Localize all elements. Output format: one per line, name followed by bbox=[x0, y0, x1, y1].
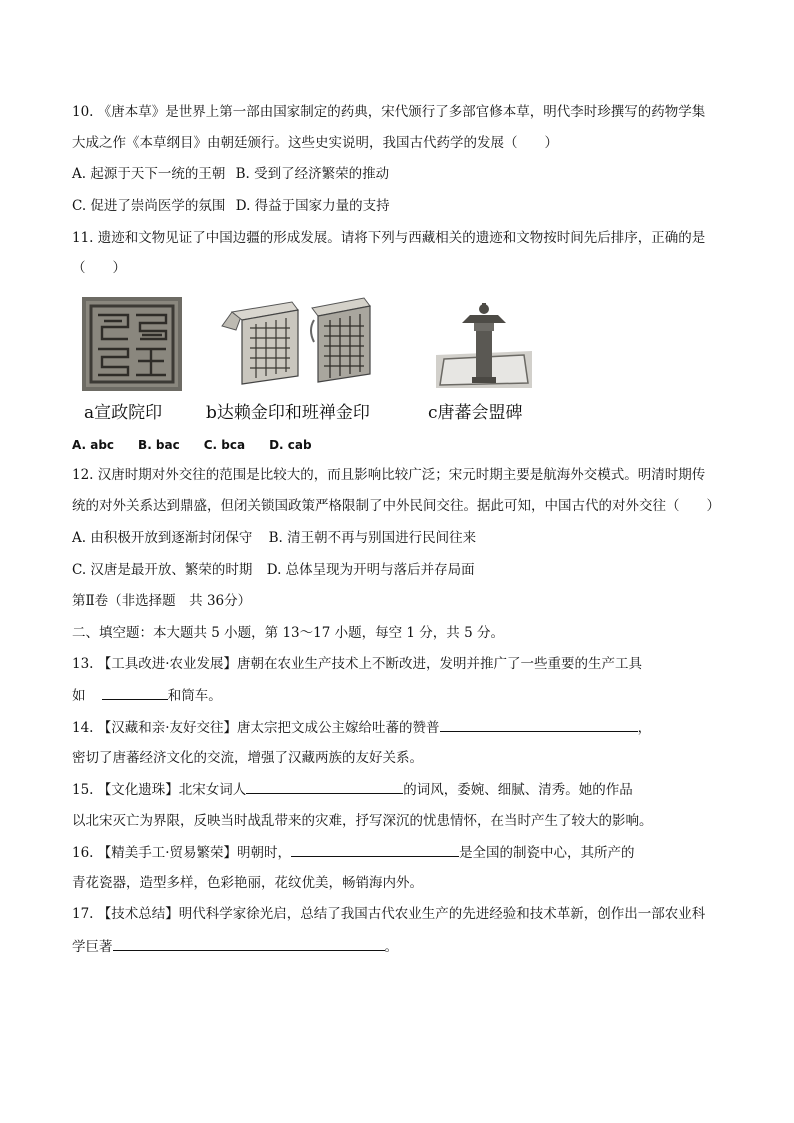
xuanzhengyuan-seal-image bbox=[82, 297, 182, 391]
q16-answer-blank[interactable] bbox=[291, 843, 459, 857]
dalai-panchen-gold-seals-image bbox=[214, 290, 372, 386]
q12-stem-line1: 12. 汉唐时期对外交往的范围是比较大的，而且影响比较广泛；宋元时期主要是航海外交模式。明清时期传 bbox=[72, 467, 706, 483]
q15-suffix: 的词风，委婉、细腻、清秀。她的作品 bbox=[403, 782, 633, 798]
q11-stem-line1: 11. 遗迹和文物见证了中国边疆的形成发展。请将下列与西藏相关的遗迹和文物按时间先后排序，正确的是 bbox=[72, 230, 706, 246]
q15-stem-line1 bbox=[72, 780, 732, 799]
q16-prefix: 16. 【精美手工·贸易繁荣】明朝时， bbox=[72, 845, 292, 861]
q17-prefix: 学巨著 bbox=[72, 939, 113, 955]
q15-stem-line2: 以北宋灭亡为界限，反映当时战乱带来的灾难，抒写深沉的忧患情怀，在当时产生了较大的影响。 bbox=[72, 813, 653, 829]
q15-answer-blank[interactable] bbox=[246, 780, 403, 794]
q16-stem-line1 bbox=[72, 843, 732, 862]
q10-options-cd bbox=[72, 197, 732, 215]
q12-option-c[interactable]: C. 汉唐是最开放、繁荣的时期 bbox=[72, 562, 253, 578]
q13-prefix: 如 bbox=[72, 688, 86, 704]
caption-c: c唐蕃会盟碑 bbox=[428, 403, 523, 423]
tang-tibet-alliance-stele-image bbox=[436, 293, 532, 388]
q17-stem-line2 bbox=[72, 937, 732, 956]
q13-answer-blank[interactable] bbox=[102, 686, 168, 700]
q13-stem-line1: 13. 【工具改进·农业发展】唐朝在农业生产技术上不断改进，发明并推广了一些重要的生产工具 bbox=[72, 656, 643, 672]
q17-stem-line1: 17. 【技术总结】明代科学家徐光启，总结了我国古代农业生产的先进经验和技术革新，创作出一部农业科 bbox=[72, 906, 706, 922]
section-2-instruction: 二、填空题：本大题共 5 小题，第 13～17 小题，每空 1 分，共 5 分。 bbox=[72, 625, 504, 641]
q14-prefix: 14. 【汉藏和亲·友好交往】唐太宗把文成公主嫁给吐蕃的赞普 bbox=[72, 720, 440, 736]
q12-stem-line2: 统的对外关系达到鼎盛，但闭关锁国政策严格限制了中外民间交往。据此可知，中国古代的对外交往（ ） bbox=[72, 498, 720, 514]
q10-option-b[interactable]: B. 受到了经济繁荣的推动 bbox=[235, 166, 390, 182]
q14-answer-blank[interactable] bbox=[440, 718, 638, 732]
q17-suffix: 。 bbox=[384, 939, 398, 955]
caption-a: a宣政院印 bbox=[84, 403, 163, 423]
q10-option-d[interactable]: D. 得益于国家力量的支持 bbox=[235, 198, 390, 214]
q14-stem-line1 bbox=[72, 718, 732, 737]
q17-answer-blank[interactable] bbox=[113, 937, 385, 951]
q12-option-d[interactable]: D. 总体呈现为开明与落后并存局面 bbox=[266, 562, 475, 578]
q16-suffix: 是全国的制瓷中心，其所产的 bbox=[459, 845, 635, 861]
q12-options-cd bbox=[72, 561, 732, 579]
q13-stem-line2 bbox=[72, 686, 732, 705]
q11-stem-line2: （ ） bbox=[72, 260, 126, 276]
q14-stem-line2: 密切了唐蕃经济文化的交流，增强了汉藏两族的友好关系。 bbox=[72, 750, 423, 766]
q13-suffix: 和筒车。 bbox=[167, 688, 222, 704]
q15-prefix: 15. 【文化遗珠】北宋女词人 bbox=[72, 782, 247, 798]
caption-b: b达赖金印和班禅金印 bbox=[206, 403, 370, 423]
q10-stem-line1: 10. 《唐本草》是世界上第一部由国家制定的药典，宋代颁行了多部官修本草，明代李时珍撰写的药物学集 bbox=[72, 104, 706, 120]
q10-option-c[interactable]: C. 促进了崇尚医学的氛围 bbox=[72, 198, 226, 214]
q10-stem-line2: 大成之作《本草纲目》由朝廷颁行。这些史实说明，我国古代药学的发展（ ） bbox=[72, 135, 558, 151]
q12-options-ab bbox=[72, 529, 732, 547]
q14-suffix: ， bbox=[637, 720, 652, 736]
q16-stem-line2: 青花瓷器，造型多样，色彩艳丽，花纹优美，畅销海内外。 bbox=[72, 875, 423, 891]
q10-options-ab bbox=[72, 165, 732, 183]
q10-option-a[interactable]: A. 起源于天下一统的王朝 bbox=[72, 166, 226, 182]
section-2-title: 第Ⅱ卷（非选择题 共 36分） bbox=[72, 593, 252, 609]
q12-option-a[interactable]: A. 由积极开放到逐渐封闭保守 bbox=[72, 530, 253, 546]
q11-options[interactable]: A. abc B. bac C. bca D. cab bbox=[72, 438, 312, 452]
q12-option-b[interactable]: B. 清王朝不再与别国进行民间往来 bbox=[268, 530, 477, 546]
